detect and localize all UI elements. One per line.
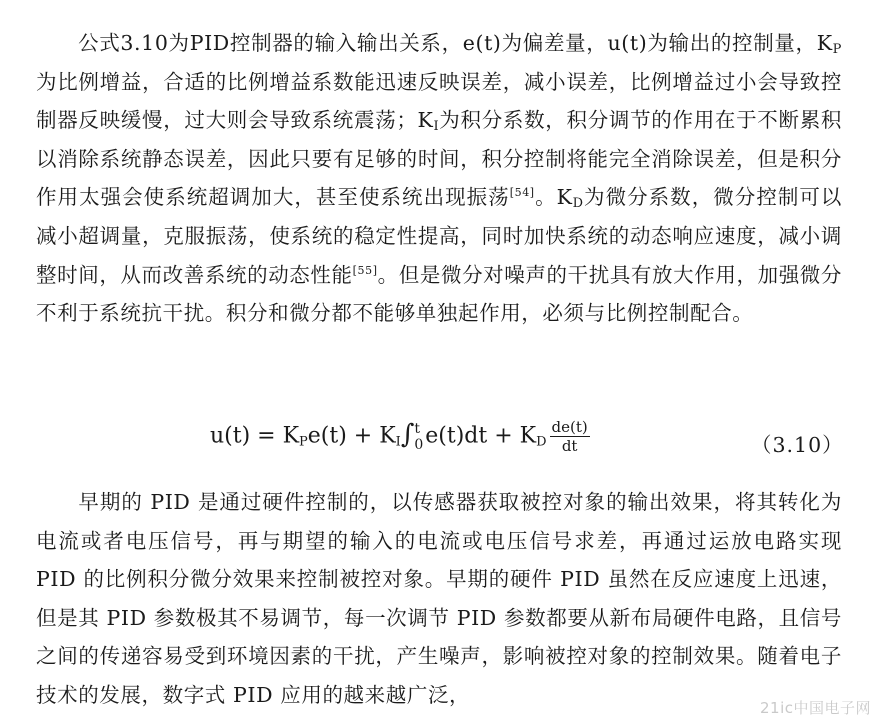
- subscript-i: I: [433, 119, 440, 135]
- equation-lhs: u(t) = K: [210, 423, 300, 449]
- equation-term: e(t) + K: [307, 423, 396, 449]
- equation-subscript-p: P: [299, 434, 308, 450]
- text-segment: 。但是微分对噪声的干扰具有放大作用，加强微分不利于系统抗干扰。积分和微分都不能够单独起作用，必须与比例控制配合。: [36, 262, 843, 326]
- integral-lower-limit: 0: [414, 436, 424, 453]
- fraction-numerator: de(t): [551, 418, 588, 436]
- paragraph-early-pid: [36, 483, 842, 715]
- text-segment: 为比例增益，合适的比例增益系数能迅速反映误差，减小误差，比例增益过小会导致控制器反映缓慢，过大则会导致系统震荡；K: [36, 69, 842, 133]
- integral-limits: [414, 421, 423, 453]
- integral-upper-limit: t: [414, 420, 420, 437]
- derivative-fraction: [550, 418, 590, 455]
- pid-equation: [210, 418, 590, 455]
- subscript-d: D: [572, 196, 584, 212]
- equation-term: e(t)dt + K: [425, 423, 537, 449]
- equation-subscript-d: D: [536, 434, 547, 450]
- citation-54: [54]: [509, 186, 535, 200]
- integral-sign: ∫: [400, 419, 415, 450]
- equation-subscript-i: I: [395, 434, 401, 450]
- paragraph-pid-parameters: [36, 24, 842, 333]
- text-segment: 公式3.10为PID控制器的输入输出关系，e(t)为偏差量，u(t)为输出的控制量，K: [78, 31, 833, 55]
- citation-55: [55]: [352, 263, 378, 277]
- equation-number: （3.10）: [751, 433, 844, 457]
- subscript-p: P: [832, 42, 842, 57]
- text-segment: 早期的 PID 是通过硬件控制的，以传感器获取被控对象的输出效果，将其转化为电流或者电压信号，再与期望的输入的电流或电压信号求差，再通过运放电路实现 PID 的比例积分微分效果来控制被控对象。早期的硬件 PID 虽然在反应速度上迅速，但是其 PID 参数极其不易调节，每一次调节 PID 参数都要从新布局硬件电路，且信号之间的传递容易受到环境因素的干扰，产生噪声，影响被控对象的控制效果。随着电子技术的发展，数字式 PID 应用的越来越广泛，: [36, 490, 842, 707]
- watermark-logo: 21ic中国电子网: [759, 699, 871, 717]
- text-segment: 为微分系数，微分控制可以减小超调量，克服振荡，使系统的稳定性提高，同时加快系统的动态响应速度，减小调整时间，从而改善系统的动态性能: [36, 185, 843, 287]
- fraction-denominator: dt: [561, 437, 578, 455]
- text-segment: 。K: [534, 185, 573, 210]
- text-segment: 为积分系数，积分调节的作用在于不断累积以消除系统静态误差，因此只要有足够的时间，积分控制将能完全消除误差，但是积分作用太强会使系统超调加大，甚至使系统出现振荡: [36, 108, 842, 210]
